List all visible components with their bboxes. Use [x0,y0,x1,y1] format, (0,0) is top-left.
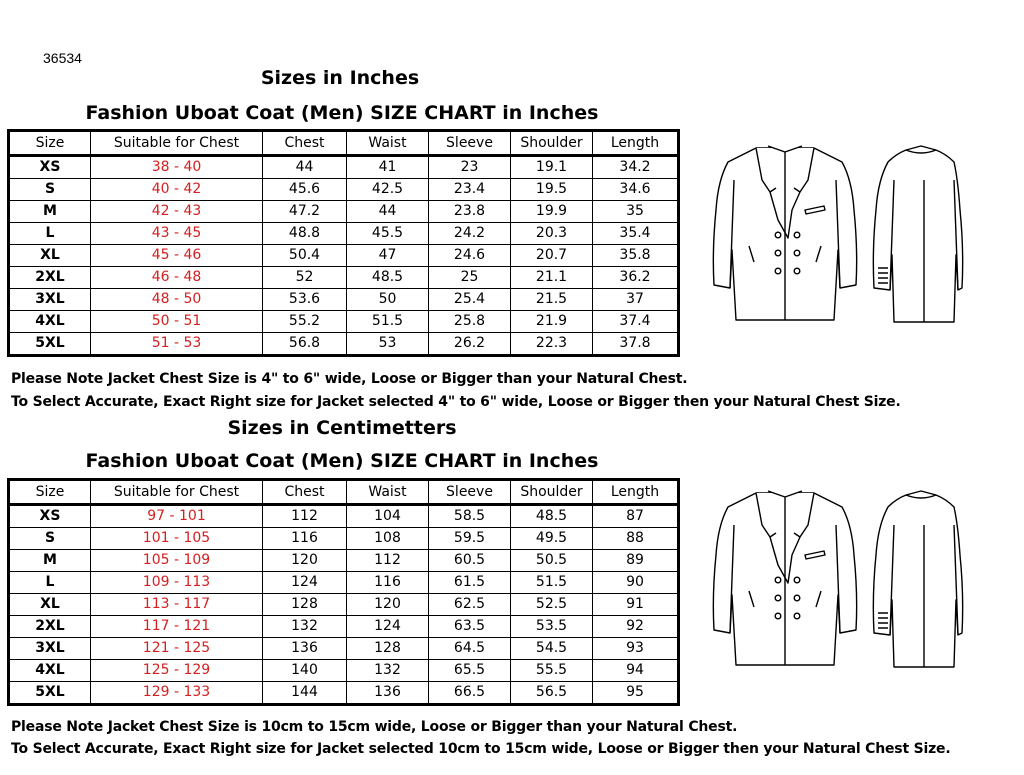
measurement-cell: 35.8 [593,245,679,267]
measurement-cell: 22.3 [511,333,593,356]
inches-units-title: Sizes in Inches [260,67,420,89]
measurement-cell: 53 [347,333,429,356]
measurement-cell: 136 [263,638,347,660]
measurement-cell: 45.6 [263,179,347,201]
cm-note-2: To Select Accurate, Exact Right size for Jacket selected 10cm to 15cm wide, Loose or Bigger then your Natural Chest Size. [11,741,951,757]
measurement-cell: 21.9 [511,311,593,333]
measurement-cell: 55.5 [511,660,593,682]
chest-range: 45 - 46 [91,245,263,267]
measurement-cell: 37.8 [593,333,679,356]
measurement-cell: 51.5 [347,311,429,333]
table-row [9,179,679,201]
table-row [9,333,679,356]
chest-range: 48 - 50 [91,289,263,311]
column-header: Chest [263,131,347,156]
size-label: 4XL [9,311,91,333]
measurement-cell: 23.8 [429,201,511,223]
measurement-cell: 23.4 [429,179,511,201]
measurement-cell: 104 [347,505,429,528]
measurement-cell: 48.5 [511,505,593,528]
measurement-cell: 65.5 [429,660,511,682]
measurement-cell: 63.5 [429,616,511,638]
chest-range: 109 - 113 [91,572,263,594]
coat-front-back-illustration-top [706,140,966,330]
column-header: Waist [347,131,429,156]
measurement-cell: 21.1 [511,267,593,289]
chest-range: 42 - 43 [91,201,263,223]
measurement-cell: 95 [593,682,679,705]
measurement-cell: 116 [347,572,429,594]
measurement-cell: 25 [429,267,511,289]
size-label: 5XL [9,682,91,705]
coat-front-back-illustration-bottom [706,485,966,675]
column-header: Length [593,131,679,156]
measurement-cell: 55.2 [263,311,347,333]
measurement-cell: 50 [347,289,429,311]
chest-range: 50 - 51 [91,311,263,333]
inches-note-2: To Select Accurate, Exact Right size for Jacket selected 4" to 6" wide, Loose or Bigger then your Natural Chest Size. [11,394,901,410]
size-label: 3XL [9,638,91,660]
inches-size-table [7,129,680,357]
table-row [9,245,679,267]
table-row [9,289,679,311]
cm-size-table [7,478,680,706]
measurement-cell: 19.5 [511,179,593,201]
measurement-cell: 23 [429,156,511,179]
cm-note-1: Please Note Jacket Chest Size is 10cm to 15cm wide, Loose or Bigger than your Natural Chest. [11,719,738,735]
column-header: Waist [347,480,429,505]
measurement-cell: 90 [593,572,679,594]
table-row [9,638,679,660]
chest-range: 113 - 117 [91,594,263,616]
measurement-cell: 120 [263,550,347,572]
measurement-cell: 53.5 [511,616,593,638]
size-label: XL [9,594,91,616]
measurement-cell: 60.5 [429,550,511,572]
table-row [9,572,679,594]
chest-range: 105 - 109 [91,550,263,572]
measurement-cell: 24.2 [429,223,511,245]
chest-range: 43 - 45 [91,223,263,245]
size-label: S [9,179,91,201]
measurement-cell: 92 [593,616,679,638]
size-label: 5XL [9,333,91,356]
measurement-cell: 25.4 [429,289,511,311]
table-row [9,682,679,705]
chest-range: 117 - 121 [91,616,263,638]
chest-range: 125 - 129 [91,660,263,682]
measurement-cell: 48.5 [347,267,429,289]
measurement-cell: 44 [347,201,429,223]
measurement-cell: 21.5 [511,289,593,311]
size-label: XL [9,245,91,267]
chest-range: 97 - 101 [91,505,263,528]
chest-range: 51 - 53 [91,333,263,356]
measurement-cell: 41 [347,156,429,179]
measurement-cell: 53.6 [263,289,347,311]
size-label: L [9,572,91,594]
measurement-cell: 50.4 [263,245,347,267]
table-row [9,311,679,333]
table-row [9,201,679,223]
measurement-cell: 58.5 [429,505,511,528]
measurement-cell: 42.5 [347,179,429,201]
table-row [9,156,679,179]
column-header: Length [593,480,679,505]
measurement-cell: 59.5 [429,528,511,550]
table-row [9,223,679,245]
measurement-cell: 144 [263,682,347,705]
measurement-cell: 124 [263,572,347,594]
chest-range: 129 - 133 [91,682,263,705]
size-label: XS [9,156,91,179]
measurement-cell: 91 [593,594,679,616]
size-label: XS [9,505,91,528]
measurement-cell: 62.5 [429,594,511,616]
measurement-cell: 19.1 [511,156,593,179]
measurement-cell: 54.5 [511,638,593,660]
column-header: Sleeve [429,131,511,156]
measurement-cell: 34.6 [593,179,679,201]
column-header: Size [9,480,91,505]
measurement-cell: 26.2 [429,333,511,356]
measurement-cell: 94 [593,660,679,682]
measurement-cell: 49.5 [511,528,593,550]
column-header: Chest [263,480,347,505]
measurement-cell: 52 [263,267,347,289]
measurement-cell: 37 [593,289,679,311]
measurement-cell: 128 [347,638,429,660]
table-row [9,528,679,550]
column-header: Suitable for Chest [91,480,263,505]
measurement-cell: 128 [263,594,347,616]
size-label: M [9,550,91,572]
measurement-cell: 93 [593,638,679,660]
table-row [9,550,679,572]
measurement-cell: 112 [263,505,347,528]
measurement-cell: 44 [263,156,347,179]
size-label: M [9,201,91,223]
size-label: 2XL [9,616,91,638]
measurement-cell: 35 [593,201,679,223]
chest-range: 101 - 105 [91,528,263,550]
measurement-cell: 89 [593,550,679,572]
measurement-cell: 56.5 [511,682,593,705]
measurement-cell: 88 [593,528,679,550]
size-label: L [9,223,91,245]
table-row [9,505,679,528]
measurement-cell: 112 [347,550,429,572]
table-header-row [9,480,679,505]
measurement-cell: 47 [347,245,429,267]
measurement-cell: 124 [347,616,429,638]
measurement-cell: 47.2 [263,201,347,223]
measurement-cell: 132 [263,616,347,638]
column-header: Suitable for Chest [91,131,263,156]
measurement-cell: 20.3 [511,223,593,245]
measurement-cell: 52.5 [511,594,593,616]
chest-range: 121 - 125 [91,638,263,660]
chest-range: 46 - 48 [91,267,263,289]
table-row [9,267,679,289]
measurement-cell: 140 [263,660,347,682]
inches-chart-title: Fashion Uboat Coat (Men) SIZE CHART in Inches [85,102,599,124]
measurement-cell: 64.5 [429,638,511,660]
measurement-cell: 132 [347,660,429,682]
size-label: 2XL [9,267,91,289]
chest-range: 40 - 42 [91,179,263,201]
measurement-cell: 24.6 [429,245,511,267]
size-label: 3XL [9,289,91,311]
measurement-cell: 87 [593,505,679,528]
inches-note-1: Please Note Jacket Chest Size is 4" to 6" wide, Loose or Bigger than your Natural Chest. [11,371,688,387]
measurement-cell: 19.9 [511,201,593,223]
measurement-cell: 61.5 [429,572,511,594]
size-label: 4XL [9,660,91,682]
measurement-cell: 25.8 [429,311,511,333]
measurement-cell: 20.7 [511,245,593,267]
measurement-cell: 116 [263,528,347,550]
measurement-cell: 48.8 [263,223,347,245]
measurement-cell: 56.8 [263,333,347,356]
column-header: Sleeve [429,480,511,505]
measurement-cell: 37.4 [593,311,679,333]
cm-chart-title: Fashion Uboat Coat (Men) SIZE CHART in Inches [85,450,599,472]
table-row [9,660,679,682]
product-code: 36534 [43,50,82,66]
column-header: Shoulder [511,480,593,505]
measurement-cell: 34.2 [593,156,679,179]
table-header-row [9,131,679,156]
chest-range: 38 - 40 [91,156,263,179]
cm-units-title: Sizes in Centimetters [227,417,457,439]
measurement-cell: 36.2 [593,267,679,289]
measurement-cell: 51.5 [511,572,593,594]
table-row [9,616,679,638]
measurement-cell: 136 [347,682,429,705]
column-header: Size [9,131,91,156]
measurement-cell: 35.4 [593,223,679,245]
table-row [9,594,679,616]
column-header: Shoulder [511,131,593,156]
measurement-cell: 120 [347,594,429,616]
measurement-cell: 45.5 [347,223,429,245]
size-label: S [9,528,91,550]
measurement-cell: 108 [347,528,429,550]
measurement-cell: 66.5 [429,682,511,705]
measurement-cell: 50.5 [511,550,593,572]
